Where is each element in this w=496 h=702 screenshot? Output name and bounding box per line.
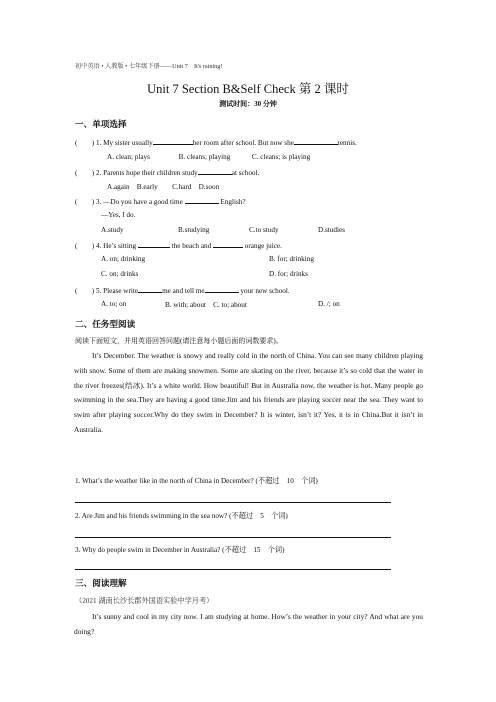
q1-blank-1: [153, 137, 193, 145]
question-1: [75, 137, 357, 148]
answer-line-2[interactable]: [75, 537, 391, 538]
q5-option-a: A. to; on: [101, 300, 127, 308]
q1-text-c: tennis.: [337, 139, 357, 147]
q4-option-b: B. for; drinking: [269, 255, 314, 263]
section-heading-single-choice: 一、单项选择: [75, 120, 127, 130]
q4-option-d: D. for; drinks: [269, 270, 308, 278]
section3-source: （2021 湖南长沙长郡外国语实验中学月考）: [75, 597, 214, 605]
q3-text-a: ( ) 3. —Do you have a good time: [75, 198, 183, 206]
question-5: [75, 285, 290, 296]
q5-text-c: your new school.: [240, 287, 290, 295]
section2-passage: It’s December. The weather is snowy and really cold in the north of China. You can see many children playing with snow. Some of them are making snowmen. Some are skating on the river, because it’s so cold that the water in the river freezes(结冰). It’s a white world. How beautiful! But in Australia now, the weather is hot. Many people go swimming in the sea.They are having a good time.Jim and his friends are playing soccer near the sea. They want to swim after playing soccer.Why do they swim in December? It is winter, isn’t it? Yes, it is in China.But it isn’t in Australia.: [74, 351, 423, 434]
q5-option-d: D. /; on: [318, 300, 340, 308]
q2-options: A.again B.early C.hard D.soon: [107, 183, 220, 191]
q5-text-a: ( ) 5. Please write: [75, 287, 139, 295]
q3-blank: [185, 196, 219, 204]
q3-text-b: English?: [220, 198, 246, 206]
q2-blank: [198, 167, 232, 175]
question-4: [75, 240, 282, 251]
q5-option-bc: B. with; about C. to; about: [165, 301, 247, 309]
q4-text-a: ( ) 4. He’s sitting: [75, 242, 137, 250]
q3-option-b: B.studying: [178, 226, 210, 234]
question-2: [75, 167, 259, 178]
page-breadcrumb: 初中英语 • 人教版 • 七年级下册——Unit 7 It's raining!: [75, 63, 223, 70]
q4-option-a: A. on; drinking: [101, 255, 146, 263]
q4-option-c: C. on; drinks: [101, 270, 139, 278]
q3-option-a: A.study: [101, 226, 124, 234]
q5-blank-2: [205, 285, 239, 293]
q3-reply: —Yes, I do.: [101, 211, 136, 219]
q1-text-a: ( ) 1. My sister usually: [75, 139, 153, 147]
q2-text-a: ( ) 2. Parents hope their children study: [75, 169, 198, 177]
question-3: [75, 196, 246, 207]
test-time-label: 测试时间：30 分钟: [219, 100, 277, 108]
q3-option-d: D.studies: [318, 226, 345, 234]
q4-blank-2: [213, 240, 243, 248]
q4-text-c: orange juice.: [244, 242, 282, 250]
q3-option-c: C.to study: [249, 226, 279, 234]
q1-text-b: her room after school. But now she: [192, 139, 294, 147]
task-question-3: 3. Why do people swim in December in Australia? (不超过 15 个词): [75, 546, 285, 554]
task-question-2: 2. Are Jim and his friends swimming in the sea now? (不超过 5 个词): [75, 512, 288, 520]
q1-blank-2: [294, 137, 338, 145]
answer-line-3[interactable]: [75, 569, 391, 570]
section2-instruction: 阅读下面短文，并用英语回答问题(请注意每小题后面的词数要求)。: [75, 337, 283, 345]
section-heading-task-reading: 二、任务型阅读: [75, 320, 136, 330]
section-heading-reading-comprehension: 三、阅读理解: [75, 579, 127, 589]
q2-text-b: at school.: [231, 169, 260, 177]
q5-blank-1: [138, 285, 162, 293]
q4-blank-1: [138, 240, 170, 248]
section3-passage: It’s sunny and cool in my city now. I am studying at home. How’s the weather in your city? And what are you doing?: [74, 612, 423, 636]
q5-text-b: me and tell me: [162, 287, 205, 295]
answer-line-1[interactable]: [75, 502, 391, 503]
page-title: Unit 7 Section B&Self Check 第 2 课时: [147, 82, 349, 96]
task-question-1: 1. What’s the weather like in the north of China in December? (不超过 10 个词): [75, 477, 318, 485]
q4-text-b: the beach and: [171, 242, 212, 250]
q1-options: A. clean; plays B. cleans; playing C. cleans; is playing: [107, 153, 311, 161]
